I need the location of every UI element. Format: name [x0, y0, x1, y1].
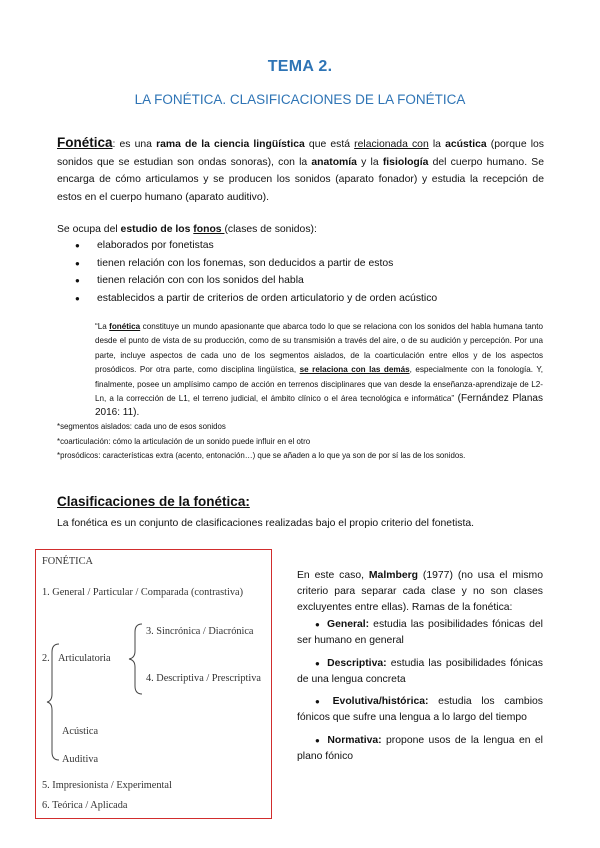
list-item: ● tienen relación con los fonemas, son deducidos a partir de estos [57, 255, 544, 273]
section-intro: La fonética es un conjunto de clasificaciones realizadas bajo el propio criterio del fonetista. [57, 518, 475, 529]
figure-sincronica: 3. Sincrónica / Diacrónica [146, 626, 254, 637]
figure-heading: FONÉTICA [42, 556, 93, 567]
malmberg-paragraph: En este caso, Malmberg (1977) (no usa el mismo criterio para separar cada clase y no son clases excluyentes entre ellas). Ramas de la fonética: [297, 570, 543, 613]
figure-item-2-number: 2. [42, 653, 50, 664]
page-subtitle: LA FONÉTICA. CLASIFICACIONES DE LA FONÉTICA [134, 92, 466, 107]
note-item: *prosódicos: características extra (acento, entonación…) que se añaden a lo que ya son de por sí las de los sonidos. [57, 451, 466, 461]
figure-descriptiva: 4. Descriptiva / Prescriptiva [146, 673, 261, 684]
figure-articulatoria: Articulatoria [58, 653, 111, 664]
branch-general: ● General: estudia las posibilidades fónicas del ser humano en general [297, 619, 543, 646]
note-item: *segmentos aislados: cada uno de esos sonidos [57, 422, 226, 431]
fonos-list [57, 237, 544, 307]
branch-descriptiva: ● Descriptiva: estudia las posibilidades fónicas de una lengua concreta [297, 658, 543, 685]
classification-figure [35, 549, 272, 819]
figure-acustica: Acústica [62, 726, 99, 737]
quote-citation: (Fernández Planas 2016: 11). [95, 393, 543, 419]
note-item: *coarticulación: cómo la articulación de un sonido puede influir en el otro [57, 436, 311, 446]
branch-normativa: ● Normativa: propone usos de la lengua en el plano fónico [297, 735, 543, 762]
definition-paragraph: Fonética: es una rama de la ciencia lingüística que está relacionada con la acústica (porque los sonidos que se estudian son ondas sonoras), con la anatomía y la fisiología del cuerpo humano. Se encarga de cómo articulamos y se producen los sonidos (aparato fonador) y estudia la recepción de estos en el cuerpo humano (aparato auditivo). [57, 135, 545, 203]
figure-auditiva: Auditiva [62, 754, 99, 765]
figure-item-5: 5. Impresionista / Experimental [42, 780, 172, 791]
ocupa-intro: Se ocupa del estudio de los fonos (clases de sonidos): [57, 224, 317, 235]
figure-item-6: 6. Teórica / Aplicada [42, 800, 128, 811]
page-title: TEMA 2. [267, 58, 333, 75]
definition-term: Fonética [57, 135, 113, 150]
list-item: ● tienen relación con con los sonidos del habla [57, 272, 544, 290]
quote-block: “La fonética constituye un mundo apasionante que abarca todo lo que se relaciona con los sonidos del habla humana tanto desde el punto de vista de su producción, como de su transmisión a través del aire, o de su audición y percepción. Por una parte, incluye aspectos de cada uno de los segmentos aislados, de la coarticulación entre ellos y de los aspectos prosódicos. Por otra parte, como disciplina lingüística, se relaciona con las demás, especialmente con la fonología. Y, finalmente, posee un amplísimo campo de acción en terrenos disciplinares que van desde la enseñanza-aprendizaje de L2-Ln, a la corrección de L1, el terreno judicial, el ámbito clínico o el área tecnológica e informática” (Fernández Planas 2016: 11). [95, 322, 544, 419]
section-title: Clasificaciones de la fonética: [57, 494, 250, 509]
brace-fonetica [44, 638, 62, 766]
list-item: ● establecidos a partir de criterios de orden articulatorio y de orden acústico [57, 290, 544, 308]
footnotes [57, 420, 465, 464]
figure-item-1: 1. General / Particular / Comparada (contrastiva) [42, 587, 243, 598]
branch-evolutiva: ● Evolutiva/histórica: estudia los cambios fónicos que sufre una lengua a lo largo del tiempo [297, 696, 543, 723]
list-item: ● elaborados por fonetistas [57, 237, 544, 255]
brace-articulatoria [126, 620, 146, 698]
